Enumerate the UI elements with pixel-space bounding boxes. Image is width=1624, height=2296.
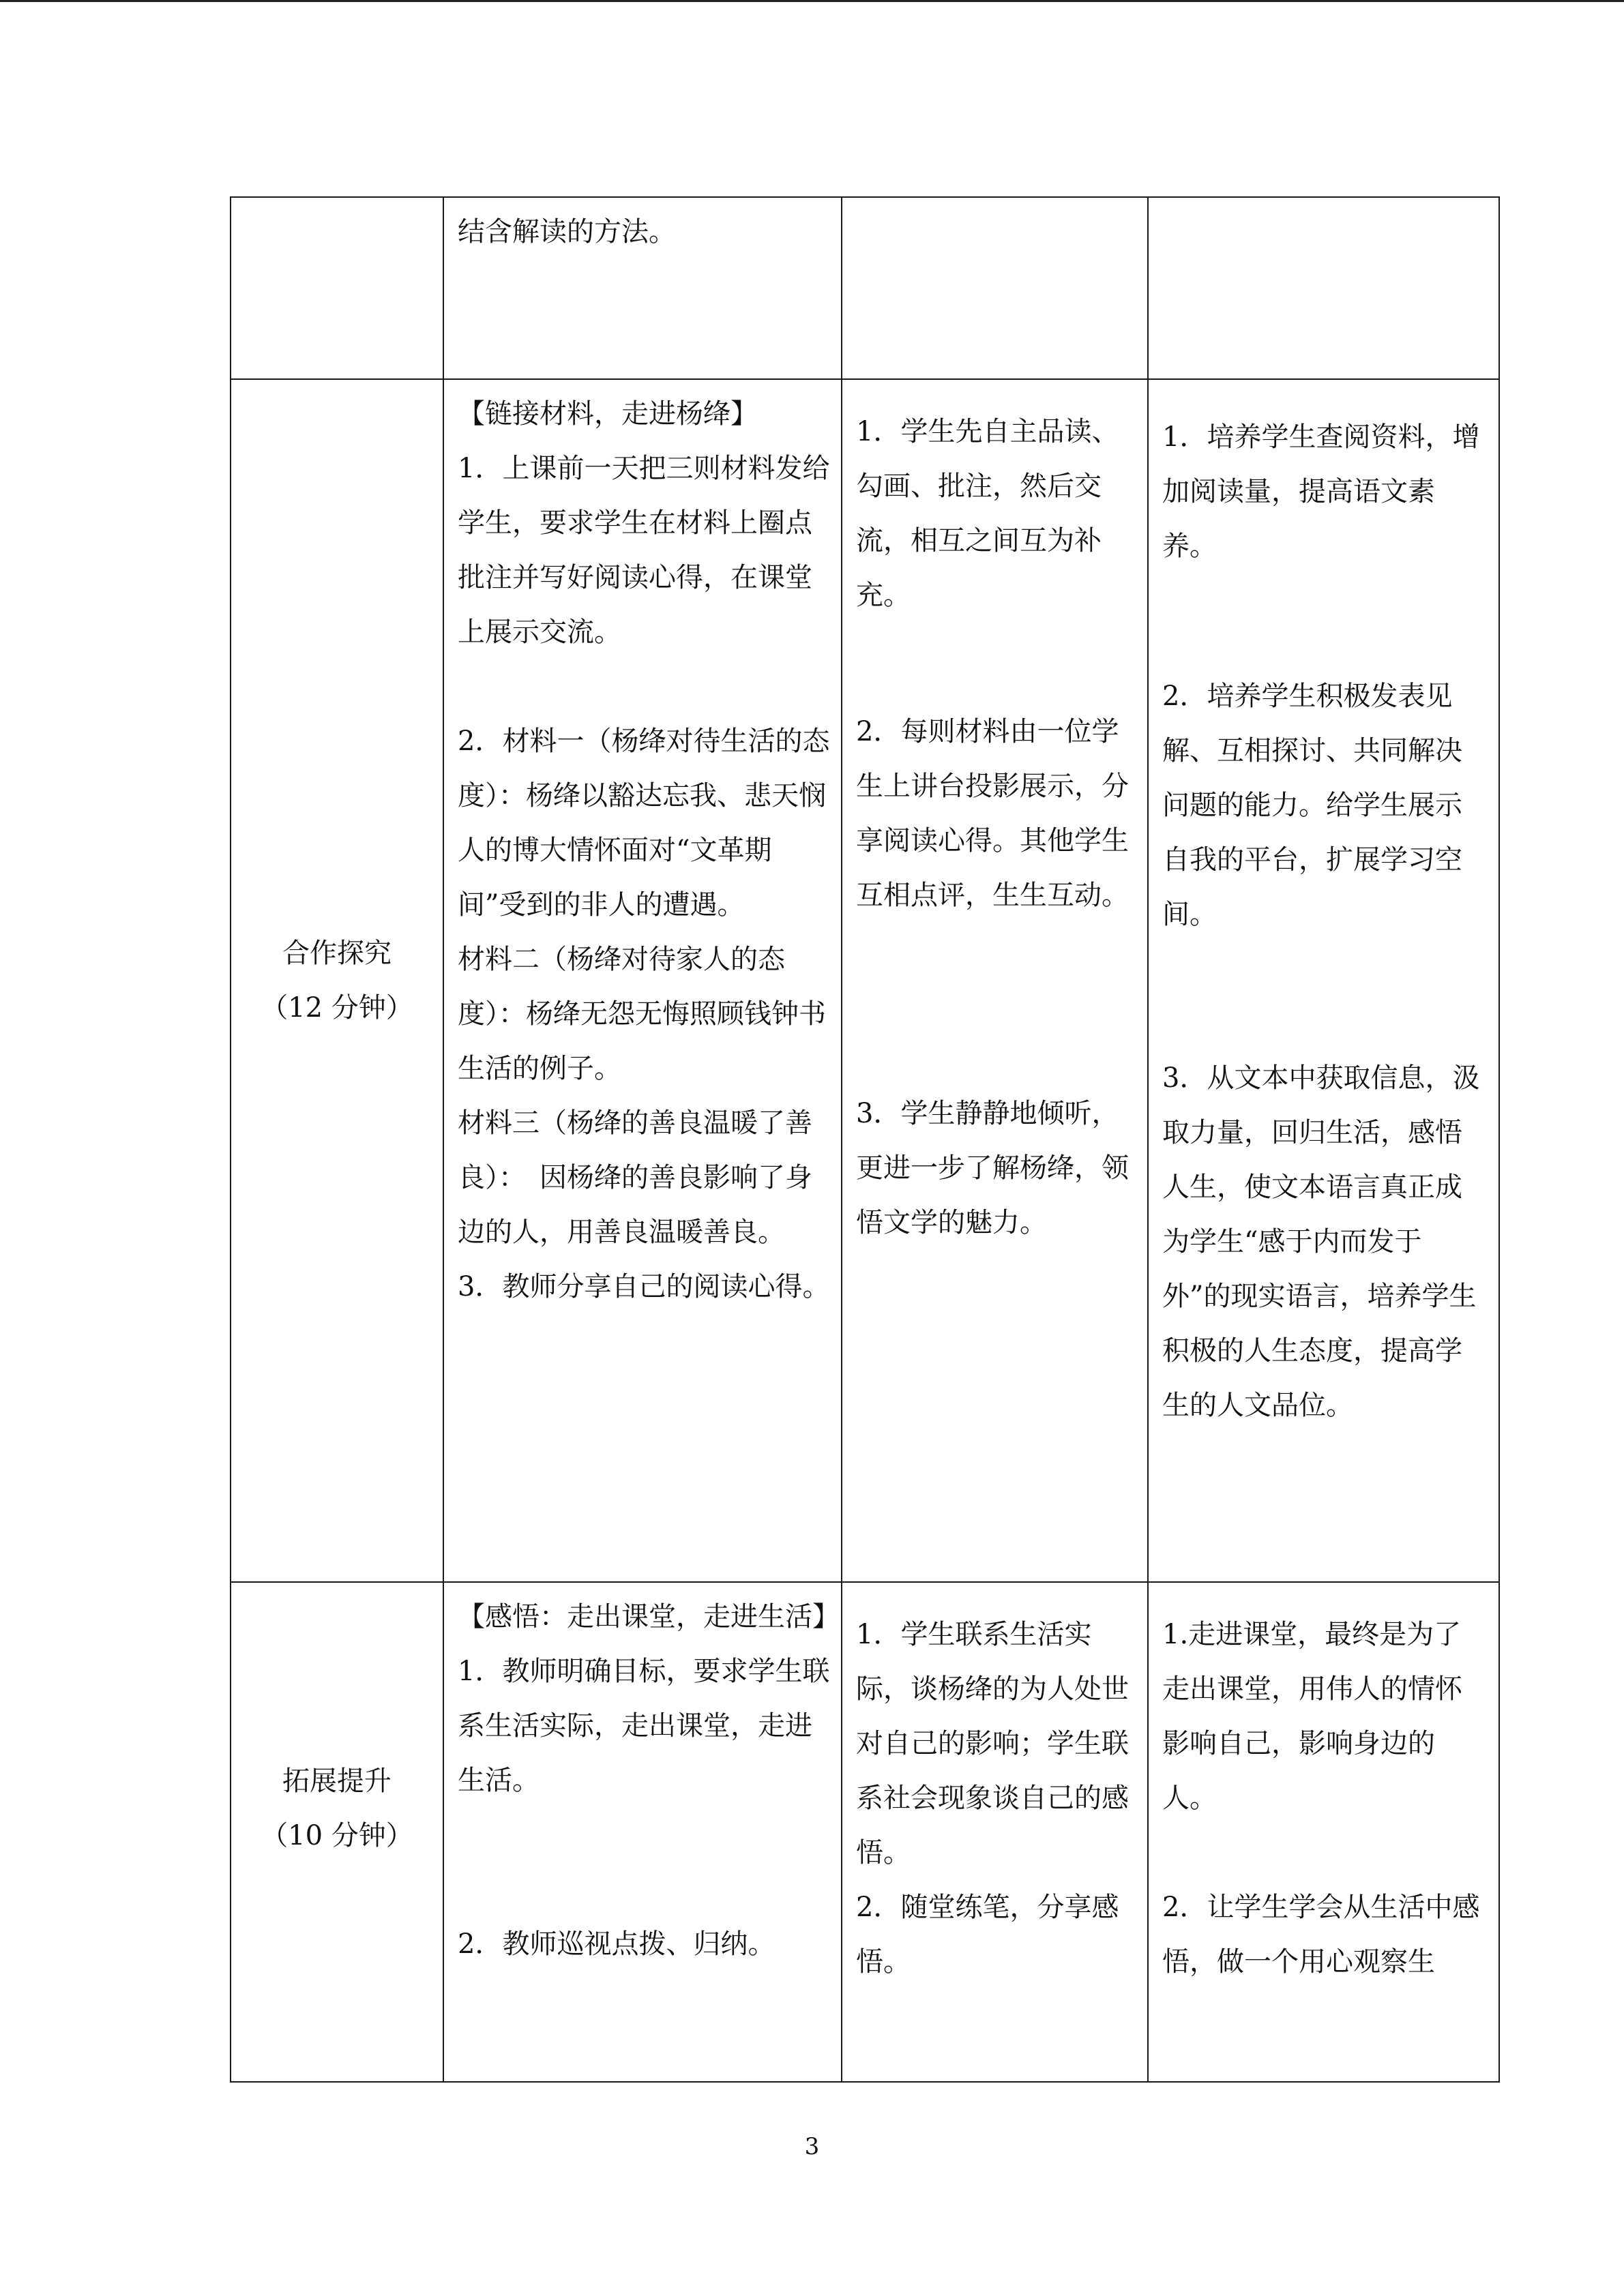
teacher-activity-cell [443,1582,842,2082]
teacher-paragraph: 结含解读的方法。 [458,216,676,248]
design-intent-cell [1148,1582,1499,2082]
intent-paragraph: 1.走进课堂，最终是为了走出课堂，用伟人的情怀影响自己，影响身边的人。 [1162,1619,1462,1814]
teacher-paragraph: 2．材料一（杨绛对待生活的态度）：杨绛以豁达忘我、悲天悯人的博大情怀面对“文革期间”受到的非人的遭遇。 [458,726,830,921]
page-top-rule [0,0,1624,2]
stage-cell [231,1582,443,2082]
stage-name: 拓展提升 [282,1765,392,1797]
student-paragraph: 3．学生静静地倾听，更进一步了解杨绛，领悟文学的魅力。 [856,1098,1129,1238]
student-activity-cell [842,197,1148,379]
teacher-paragraph: 3．教师分享自己的阅读心得。 [458,1271,830,1302]
student-activity-cell [842,379,1148,1582]
teacher-paragraph: 材料三（杨绛的善良温暖了善良）： 因杨绛的善良影响了身边的人，用善良温暖善良。 [458,1107,812,1248]
teacher-paragraph: 1．教师明确目标，要求学生联系生活实际，走出课堂，走进生活。 [458,1656,830,1796]
student-paragraph: 2．随堂练笔，分享感悟。 [856,1892,1119,1978]
intent-paragraph: 2．让学生学会从生活中感悟，做一个用心观察生 [1162,1892,1480,1978]
teacher-paragraph: 材料二（杨绛对待家人的态度）：杨绛无怨无悔照顾钱钟书生活的例子。 [458,944,826,1084]
stage-time: （10 分钟） [261,1819,413,1851]
intent-paragraph: 2．培养学生积极发表见解、互相探讨、共同解决问题的能力。给学生展示自我的平台，扩展学习空间。 [1162,681,1462,930]
intent-paragraph: 3．从文本中获取信息，汲取力量，回归生活，感悟人生，使文本语言真正成为学生“感于内而发于外”的现实语言，培养学生积极的人生态度，提高学生的人文品位。 [1162,1062,1480,1421]
student-paragraph: 1．学生联系生活实际，谈杨绛的为人处世对自己的影响；学生联系社会现象谈自己的感悟。 [856,1619,1129,1868]
student-activity-cell [842,1582,1148,2082]
table-row [231,379,1499,1582]
intent-paragraph: 1．培养学生查阅资料，增加阅读量，提高语文素养。 [1162,421,1480,562]
teacher-paragraph: 【感悟：走出课堂，走进生活】 [458,1601,840,1632]
table-row [231,1582,1499,2082]
teacher-paragraph: 【链接材料，走进杨绛】 [458,398,758,430]
stage-cell [231,379,443,1582]
table-row [231,197,1499,379]
teacher-activity-cell [443,379,842,1582]
teacher-activity-cell [443,197,842,379]
page-number: 3 [804,2133,820,2160]
teacher-paragraph: 1．上课前一天把三则材料发给学生，要求学生在材料上圈点批注并写好阅读心得，在课堂上展示交流。 [458,453,830,648]
lesson-plan-table [230,196,1500,2083]
teacher-paragraph: 2．教师巡视点拨、归纳。 [458,1928,776,1960]
design-intent-cell [1148,197,1499,379]
stage-name: 合作探究 [282,938,392,969]
design-intent-cell [1148,379,1499,1582]
student-paragraph: 1．学生先自主品读、勾画、批注，然后交流，相互之间互为补充。 [856,416,1119,611]
student-paragraph: 2．每则材料由一位学生上讲台投影展示，分享阅读心得。其他学生互相点评，生生互动。 [856,716,1129,911]
stage-cell [231,197,443,379]
stage-time: （12 分钟） [261,992,413,1024]
